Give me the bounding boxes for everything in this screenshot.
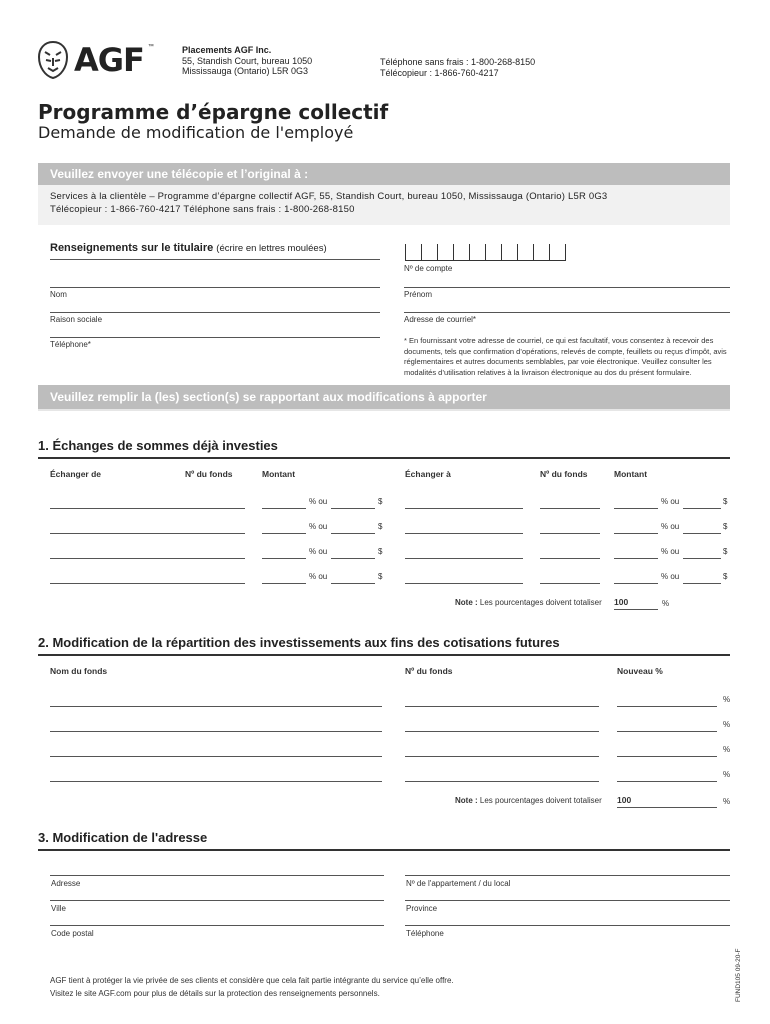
to-fund-number-field[interactable] bbox=[540, 558, 600, 559]
col-from-header: Échanger de bbox=[50, 469, 102, 479]
new-percent-sign: % bbox=[723, 695, 731, 704]
col-amount-header: Montant bbox=[262, 469, 296, 479]
logo-trademark: ™ bbox=[147, 44, 154, 50]
to-fund-field[interactable] bbox=[405, 558, 523, 559]
from-percent-or-label: % ou bbox=[309, 522, 328, 531]
privacy-line-1: AGF tient à protéger la vie privée de ses clients et considère que cela fait partie intégrante du service qu’elle offre. bbox=[50, 976, 454, 985]
new-percent-sign: % bbox=[723, 720, 731, 729]
fund-name-field[interactable] bbox=[50, 706, 382, 707]
from-dollar-sign: $ bbox=[378, 572, 383, 581]
new-percent-field[interactable] bbox=[617, 706, 717, 707]
to-percent-or-label: % ou bbox=[661, 572, 680, 581]
section2-rule bbox=[38, 654, 730, 656]
fund-name-field[interactable] bbox=[50, 756, 382, 757]
from-amount-field[interactable] bbox=[331, 508, 375, 509]
section2-note-text: Les pourcentages doivent totaliser bbox=[479, 796, 602, 805]
to-percent-field[interactable] bbox=[614, 508, 658, 509]
col-to-header: Échanger à bbox=[405, 469, 451, 479]
section2-note-bold: Note : bbox=[455, 796, 478, 805]
col-fund-header: Nº du fonds bbox=[185, 469, 233, 479]
code-postal-label: Code postal bbox=[51, 929, 94, 938]
privacy-footer bbox=[50, 974, 454, 1000]
telephone-field[interactable] bbox=[50, 337, 380, 338]
prenom-label: Prénom bbox=[404, 290, 433, 299]
section2-total-line bbox=[617, 807, 717, 808]
to-fund-number-field[interactable] bbox=[540, 508, 600, 509]
from-percent-field[interactable] bbox=[262, 533, 306, 534]
email-label: Adresse de courriel* bbox=[404, 315, 477, 324]
fund-number-field[interactable] bbox=[405, 756, 599, 757]
to-fund-field[interactable] bbox=[405, 583, 523, 584]
raison-sociale-field[interactable] bbox=[50, 312, 380, 313]
telephone-label: Téléphone* bbox=[50, 340, 91, 349]
to-dollar-sign: $ bbox=[723, 522, 728, 531]
appartement-label: Nº de l'appartement / du local bbox=[406, 879, 511, 888]
to-amount-field[interactable] bbox=[683, 558, 721, 559]
fund-name-field[interactable] bbox=[50, 731, 382, 732]
new-percent-field[interactable] bbox=[617, 756, 717, 757]
from-dollar-sign: $ bbox=[378, 522, 383, 531]
fund-name-field[interactable] bbox=[50, 781, 382, 782]
to-amount-field[interactable] bbox=[683, 533, 721, 534]
section2-total-pct: % bbox=[723, 797, 731, 806]
sections-banner bbox=[38, 385, 730, 409]
new-percent-sign: % bbox=[723, 770, 731, 779]
account-number-boxes[interactable] bbox=[405, 244, 566, 261]
to-dollar-sign: $ bbox=[723, 497, 728, 506]
telephone-address-field[interactable] bbox=[405, 925, 730, 926]
adresse-label: Adresse bbox=[51, 879, 81, 888]
form-subtitle: Demande de modification de l'employé bbox=[38, 123, 354, 142]
company-name: Placements AGF Inc. bbox=[182, 45, 272, 55]
from-percent-or-label: % ou bbox=[309, 497, 328, 506]
holder-heading-rule bbox=[50, 259, 380, 260]
section3-title: 3. Modification de l'adresse bbox=[38, 830, 208, 845]
from-fund-number-field[interactable] bbox=[185, 583, 245, 584]
to-percent-or-label: % ou bbox=[661, 497, 680, 506]
from-percent-or-label: % ou bbox=[309, 572, 328, 581]
province-field[interactable] bbox=[405, 900, 730, 901]
new-percent-field[interactable] bbox=[617, 781, 717, 782]
fund-number-field[interactable] bbox=[405, 731, 599, 732]
section1-note-text: Les pourcentages doivent totaliser bbox=[479, 598, 602, 607]
section1-rule bbox=[38, 457, 730, 459]
section1-total-value: 100 bbox=[614, 597, 629, 607]
col-amount-to-header: Montant bbox=[614, 469, 648, 479]
col-fund-to-header: Nº du fonds bbox=[540, 469, 588, 479]
from-fund-number-field[interactable] bbox=[185, 533, 245, 534]
fund-number-field[interactable] bbox=[405, 706, 599, 707]
to-percent-or-label: % ou bbox=[661, 547, 680, 556]
section1-note-bold: Note : bbox=[455, 598, 478, 607]
from-percent-field[interactable] bbox=[262, 508, 306, 509]
ville-field[interactable] bbox=[50, 900, 384, 901]
holder-heading-text: Renseignements sur le titulaire bbox=[50, 242, 214, 254]
col-fund-name-header: Nom du fonds bbox=[50, 666, 108, 676]
section1-total-pct: % bbox=[662, 599, 670, 608]
section1-total-line bbox=[614, 609, 658, 610]
send-line-1: Services à la clientèle – Programme d’épargne collectif AGF, 55, Standish Court, bureau 1050, Mississauga (Ontario) L5R 0G3 bbox=[50, 191, 608, 202]
agf-logo bbox=[36, 38, 156, 82]
from-percent-field[interactable] bbox=[262, 558, 306, 559]
to-amount-field[interactable] bbox=[683, 508, 721, 509]
send-heading: Veuillez envoyer une télécopie et l’original à : bbox=[50, 167, 309, 181]
col-fund-number-header: Nº du fonds bbox=[405, 666, 453, 676]
nom-field[interactable] bbox=[50, 287, 380, 288]
privacy-line-2: Visitez le site AGF.com pour plus de détails sur la protection des renseignements personnels. bbox=[50, 989, 380, 998]
nom-label: Nom bbox=[50, 290, 67, 299]
new-percent-sign: % bbox=[723, 745, 731, 754]
to-dollar-sign: $ bbox=[723, 572, 728, 581]
from-fund-number-field[interactable] bbox=[185, 558, 245, 559]
phone-line: Téléphone sans frais : 1-800-268-8150 bbox=[380, 57, 536, 67]
from-amount-field[interactable] bbox=[331, 533, 375, 534]
to-percent-or-label: % ou bbox=[661, 522, 680, 531]
from-amount-field[interactable] bbox=[331, 583, 375, 584]
prenom-field[interactable] bbox=[404, 287, 730, 288]
province-label: Province bbox=[406, 904, 438, 913]
holder-heading bbox=[50, 242, 327, 254]
section3-rule bbox=[38, 849, 730, 851]
to-percent-field[interactable] bbox=[614, 583, 658, 584]
to-fund-number-field[interactable] bbox=[540, 583, 600, 584]
new-percent-field[interactable] bbox=[617, 731, 717, 732]
from-dollar-sign: $ bbox=[378, 497, 383, 506]
fax-line: Télécopieur : 1-866-760-4217 bbox=[380, 67, 499, 78]
to-percent-field[interactable] bbox=[614, 533, 658, 534]
holder-heading-note: (écrire en lettres moulées) bbox=[216, 243, 327, 254]
section2-title: 2. Modification de la répartition des investissements aux fins des cotisations futures bbox=[38, 635, 560, 650]
section2-note bbox=[455, 796, 602, 805]
to-dollar-sign: $ bbox=[723, 547, 728, 556]
telephone-address-label: Téléphone bbox=[406, 929, 444, 938]
address-line-2: Mississauga (Ontario) L5R 0G3 bbox=[182, 66, 309, 76]
to-fund-number-field[interactable] bbox=[540, 533, 600, 534]
fund-number-field[interactable] bbox=[405, 781, 599, 782]
appartement-field[interactable] bbox=[405, 875, 730, 876]
email-field[interactable] bbox=[404, 312, 730, 313]
form-title: Programme d’épargne collectif bbox=[38, 100, 389, 124]
section1-title: 1. Échanges de sommes déjà investies bbox=[38, 438, 278, 453]
tiger-logo-icon bbox=[36, 40, 70, 80]
sections-banner-shadow bbox=[38, 409, 730, 411]
company-address bbox=[182, 45, 312, 77]
sections-banner-text: Veuillez remplir la (les) section(s) se rapportant aux modifications à apporter bbox=[50, 390, 487, 404]
email-consent-note: * En fournissant votre adresse de courriel, ce qui est facultatif, vous consentez à recevoir des documents, tels que confirmation d’opérations, relevés de compte, feuillets ou reçus d’impôt, avis réglementaires et autres documents semblables, par voie électronique. Veuillez consulter les modalités d’utilisation relatives à la livraison électronique au dos du présent formulaire. bbox=[404, 336, 727, 377]
to-fund-field[interactable] bbox=[405, 508, 523, 509]
address-line-1: 55, Standish Court, bureau 1050 bbox=[182, 55, 313, 66]
send-instructions-header bbox=[38, 163, 730, 185]
code-postal-field[interactable] bbox=[50, 925, 384, 926]
section1-note bbox=[455, 598, 602, 607]
form-code: FUND105 09-20-F bbox=[735, 948, 742, 1002]
to-percent-field[interactable] bbox=[614, 558, 658, 559]
from-amount-field[interactable] bbox=[331, 558, 375, 559]
to-fund-field[interactable] bbox=[405, 533, 523, 534]
account-number-label: Nº de compte bbox=[404, 264, 453, 273]
company-contact bbox=[380, 57, 535, 78]
logo-wordmark: AGF bbox=[74, 41, 144, 79]
to-amount-field[interactable] bbox=[683, 583, 721, 584]
ville-label: Ville bbox=[51, 904, 66, 913]
from-percent-field[interactable] bbox=[262, 583, 306, 584]
from-dollar-sign: $ bbox=[378, 547, 383, 556]
from-fund-number-field[interactable] bbox=[185, 508, 245, 509]
raison-sociale-label: Raison sociale bbox=[50, 315, 103, 324]
col-new-pct-header: Nouveau % bbox=[617, 666, 663, 676]
send-line-2: Télécopieur : 1-866-760-4217 Téléphone sans frais : 1-800-268-8150 bbox=[50, 204, 355, 215]
send-address bbox=[50, 190, 607, 216]
adresse-field[interactable] bbox=[50, 875, 384, 876]
from-percent-or-label: % ou bbox=[309, 547, 328, 556]
section2-total-value: 100 bbox=[617, 795, 632, 805]
